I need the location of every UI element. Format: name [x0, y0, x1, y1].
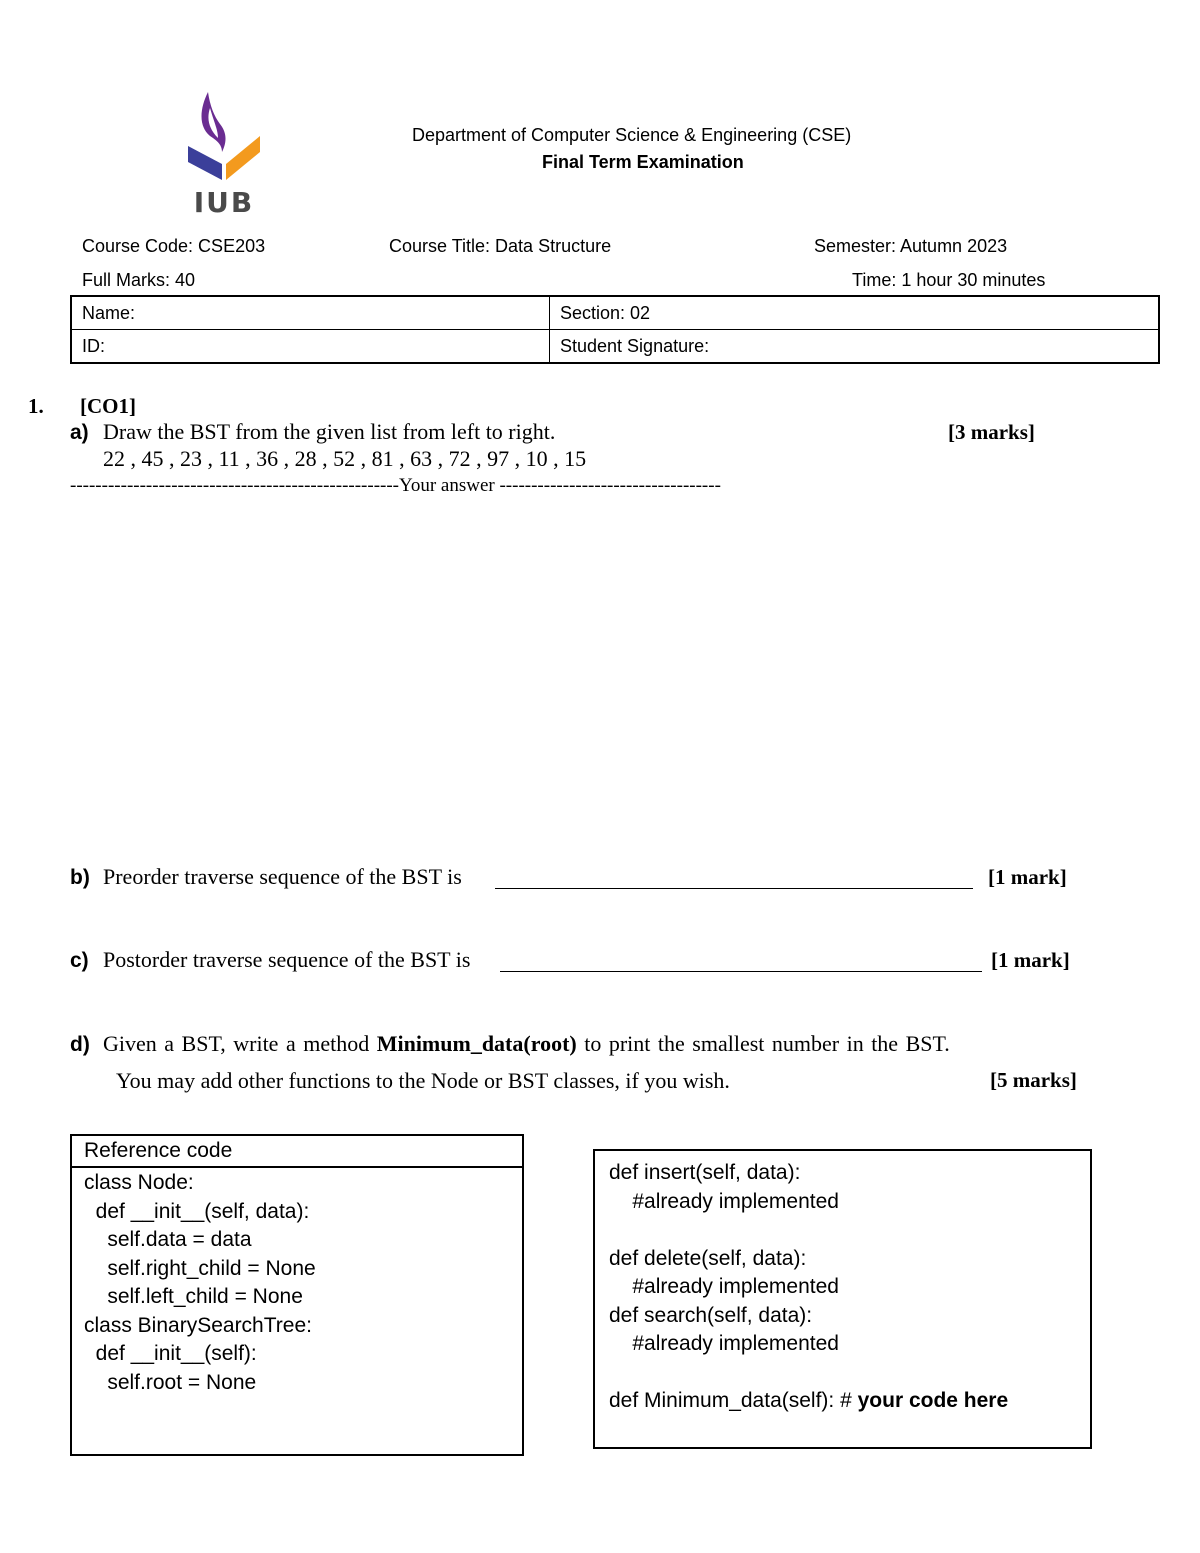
- minimum-data-prefix: def Minimum_data(self): #: [609, 1389, 858, 1412]
- exam-time: Time: 1 hour 30 minutes: [852, 270, 1046, 290]
- exam-title: Final Term Examination: [542, 152, 744, 172]
- code-line: def search(self, data):: [609, 1303, 813, 1327]
- code-line: self.right_child = None: [84, 1256, 316, 1280]
- section-field: Section: 02: [550, 296, 1160, 330]
- code-line: #already implemented: [609, 1275, 839, 1298]
- logo-text: IUB: [193, 186, 255, 218]
- reference-code-title: Reference code: [72, 1136, 522, 1168]
- code-line: [609, 1216, 1076, 1245]
- logo-orange-shape: [226, 136, 260, 180]
- part-b-label: b): [70, 866, 90, 889]
- code-line: def insert(self, data):: [609, 1161, 801, 1184]
- code-line: #already implemented: [609, 1332, 839, 1355]
- code-line: def __init__(self, data):: [84, 1199, 310, 1223]
- code-line: class Node:: [84, 1171, 194, 1194]
- part-c-text: Postorder traverse sequence of the BST is: [103, 947, 471, 972]
- code-line: self.data = data: [84, 1228, 252, 1251]
- full-marks: Full Marks: 40: [82, 270, 196, 290]
- part-c-label: c): [70, 949, 89, 972]
- signature-field[interactable]: Student Signature:: [550, 330, 1160, 364]
- student-info-table: [70, 295, 1160, 364]
- part-d-marks: [5 marks]: [990, 1068, 1077, 1092]
- answer-space[interactable]: [70, 505, 1100, 845]
- your-code-here: your code here: [857, 1389, 1009, 1412]
- code-line: def delete(self, data):: [609, 1246, 807, 1270]
- code-line: class BinarySearchTree:: [84, 1313, 312, 1337]
- part-d-line2: You may add other functions to the Node or BST classes, if you wish.: [116, 1068, 730, 1093]
- part-d-label: d): [70, 1033, 90, 1056]
- part-a-label: a): [70, 421, 89, 444]
- code-line: self.root = None: [84, 1370, 257, 1394]
- reference-code-body: [72, 1168, 522, 1398]
- course-title: Course Title: Data Structure: [389, 236, 612, 256]
- reference-code-box: [70, 1134, 524, 1456]
- logo-blue-shape: [188, 146, 222, 180]
- answer-divider: ----------------------------------------------------Your answer -----------------------------------: [70, 475, 721, 496]
- name-field[interactable]: Name:: [71, 296, 550, 330]
- part-d-text: [103, 1031, 950, 1057]
- code-line: self.left_child = None: [84, 1285, 303, 1308]
- question-number: 1.: [28, 394, 44, 418]
- code-line: [609, 1359, 1076, 1388]
- code-line: def __init__(self):: [84, 1342, 257, 1365]
- semester: Semester: Autumn 2023: [814, 236, 1008, 256]
- course-outcome: [CO1]: [80, 394, 136, 418]
- part-b-marks: [1 mark]: [988, 865, 1067, 889]
- part-d-text-post: to print the smallest number in the BST.: [576, 1031, 950, 1056]
- iub-logo: [180, 88, 270, 218]
- preorder-answer-line[interactable]: [495, 866, 973, 889]
- bst-number-list: 22 , 45 , 23 , 11 , 36 , 28 , 52 , 81 , 63 , 72 , 97 , 10 , 15: [103, 446, 587, 471]
- bst-methods-box: [593, 1149, 1092, 1449]
- part-a-marks: [3 marks]: [948, 420, 1035, 444]
- part-d-text-pre: Given a BST, write a method: [103, 1031, 377, 1056]
- code-line: #already implemented: [609, 1189, 839, 1213]
- postorder-answer-line[interactable]: [500, 949, 982, 972]
- department-title: Department of Computer Science & Engineering (CSE): [412, 125, 852, 145]
- part-a-text: Draw the BST from the given list from left to right.: [103, 419, 556, 444]
- part-b-text: Preorder traverse sequence of the BST is: [103, 864, 462, 889]
- id-field[interactable]: ID:: [71, 330, 550, 364]
- minimum-data-line[interactable]: [609, 1387, 1076, 1416]
- course-code: Course Code: CSE203: [82, 236, 266, 256]
- part-c-marks: [1 mark]: [991, 948, 1070, 972]
- method-name: Minimum_data(root): [376, 1031, 577, 1056]
